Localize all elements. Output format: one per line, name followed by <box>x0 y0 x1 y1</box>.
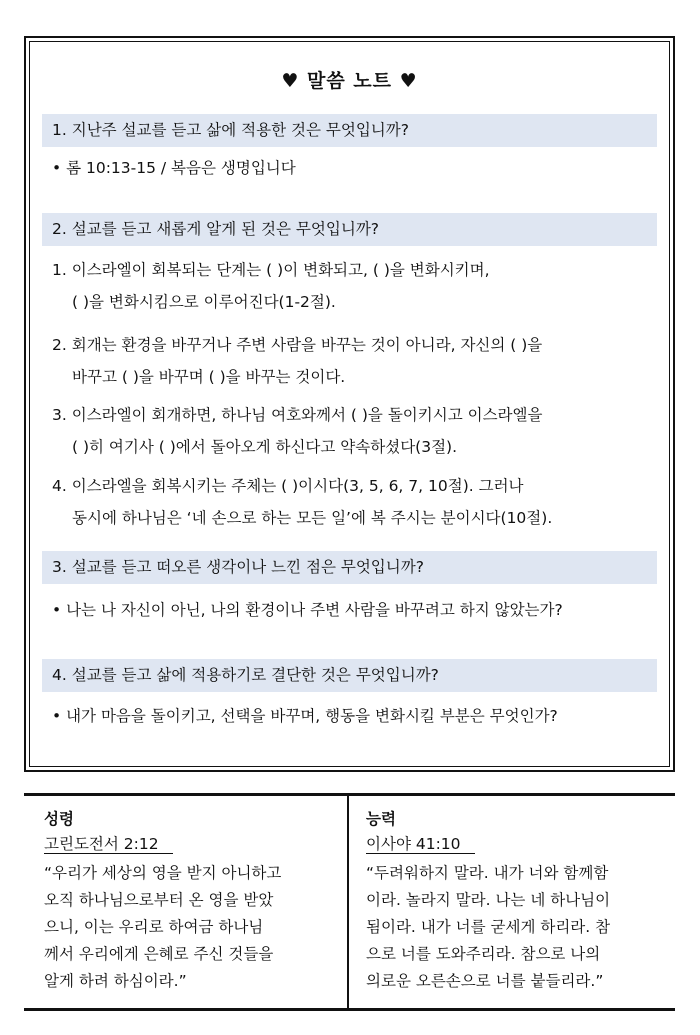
verse-heading: 능력 <box>366 810 396 828</box>
verse-line: 이라. 놀라지 말라. 나는 네 하나님이 <box>366 891 611 909</box>
verse-text <box>44 860 334 995</box>
verse-section <box>24 793 675 1011</box>
verse-line: 됨이라. 내가 너를 굳세게 하리라. 참 <box>366 918 611 936</box>
question-3-answer: • 나는 나 자신이 아닌, 나의 환경이나 주변 사람을 바꾸려고 하지 않았는가? <box>52 601 563 619</box>
verse-line: 오직 하나님으로부터 온 영을 받았 <box>44 891 274 909</box>
verse-text <box>366 860 658 995</box>
sermon-note-inner-border <box>29 41 670 767</box>
sermon-note-box <box>24 36 675 772</box>
question-1-header: 1. 지난주 설교를 듣고 삶에 적용한 것은 무엇입니까? <box>42 114 657 147</box>
question-3-header: 3. 설교를 듣고 떠오른 생각이나 느낀 점은 무엇입니까? <box>42 551 657 584</box>
verse-line: 의로운 오른손으로 너를 붙들리라.” <box>366 972 604 990</box>
item-line: 바꾸고 ( )을 바꾸며 ( )을 바꾸는 것이다. <box>72 368 346 386</box>
item-line: 동시에 하나님은 ‘네 손으로 하는 모든 일’에 복 주시는 분이시다(10절). <box>72 509 553 527</box>
item-line: 4. 이스라엘을 회복시키는 주체는 ( )이시다(3, 5, 6, 7, 10절). 그러나 <box>52 477 524 495</box>
verse-line: 으니, 이는 우리로 하여금 하나님 <box>44 918 264 936</box>
question-2-item-4 <box>52 470 647 534</box>
verse-section-bottom-rule <box>24 1008 675 1011</box>
question-2-header: 2. 설교를 듣고 새롭게 알게 된 것은 무엇입니까? <box>42 213 657 246</box>
question-2-item-1 <box>52 254 647 318</box>
verse-line: 알게 하려 하심이라.” <box>44 972 187 990</box>
verse-line: “우리가 세상의 영을 받지 아니하고 <box>44 864 282 882</box>
verse-line: 께서 우리에게 은혜로 주신 것들을 <box>44 945 274 963</box>
item-line: 1. 이스라엘이 회복되는 단계는 ( )이 변화되고, ( )을 변화시키며, <box>52 261 490 279</box>
question-4-answer: • 내가 마음을 돌이키고, 선택을 바꾸며, 행동을 변화시킬 부분은 무엇인가? <box>52 707 558 725</box>
verse-heading: 성령 <box>44 810 74 828</box>
verse-line: “두려워하지 말라. 내가 너와 함께함 <box>366 864 609 882</box>
item-line: ( )을 변화시킴으로 이루어진다(1-2절). <box>72 293 336 311</box>
verse-section-top-rule <box>24 793 675 796</box>
question-2-item-3 <box>52 399 647 463</box>
verse-reference: 고린도전서 2:12 <box>44 835 173 854</box>
note-title: ♥ 말씀 노트 ♥ <box>281 70 418 92</box>
verse-reference: 이사야 41:10 <box>366 835 475 854</box>
item-line: 3. 이스라엘이 회개하면, 하나님 여호와께서 ( )을 돌이키시고 이스라엘을 <box>52 406 543 424</box>
verse-column-divider <box>347 796 349 1008</box>
verse-column-power <box>366 807 658 995</box>
question-4-header: 4. 설교를 듣고 삶에 적용하기로 결단한 것은 무엇입니까? <box>42 659 657 692</box>
item-line: ( )히 여기사 ( )에서 돌아오게 하신다고 약속하셨다(3절). <box>72 438 458 456</box>
question-1-answer: • 롬 10:13-15 / 복음은 생명입니다 <box>52 159 296 177</box>
verse-column-spirit <box>44 807 334 995</box>
item-line: 2. 회개는 환경을 바꾸거나 주변 사람을 바꾸는 것이 아니라, 자신의 ( )을 <box>52 336 543 354</box>
question-2-item-2 <box>52 329 647 393</box>
verse-line: 으로 너를 도와주리라. 참으로 나의 <box>366 945 601 963</box>
